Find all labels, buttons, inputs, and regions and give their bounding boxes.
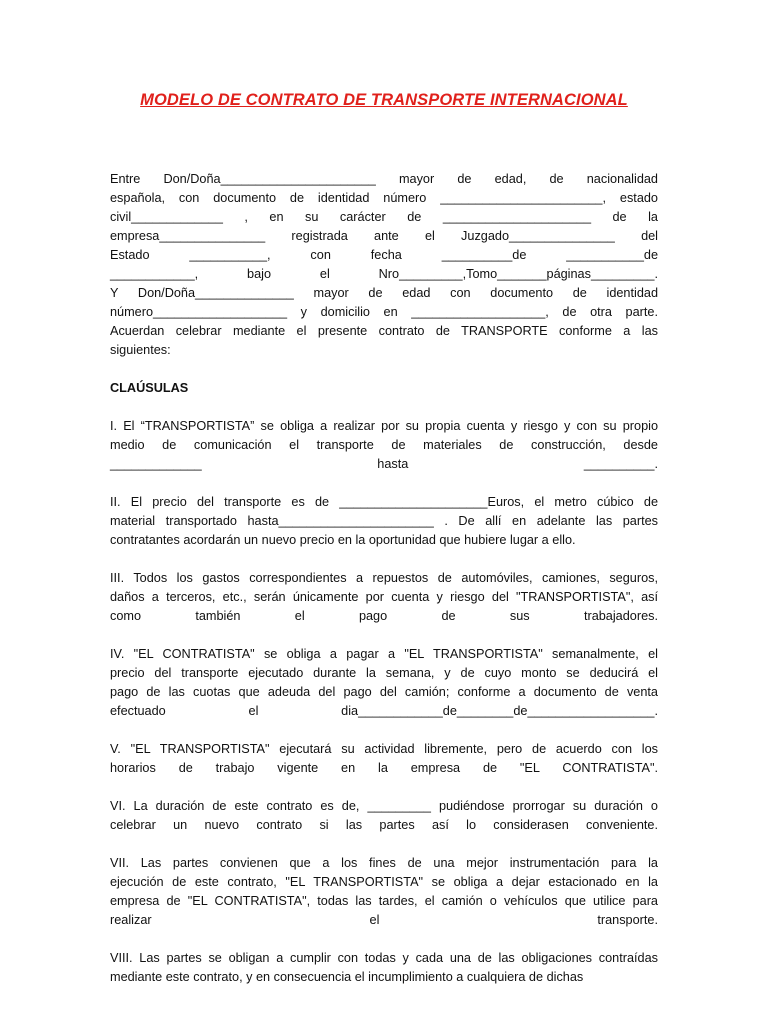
clause-paragraph [110, 797, 658, 835]
text-line: número___________________ y domicilio en ___________________, de otra parte. [110, 305, 658, 319]
text-line: ejecución de este contrato, "EL TRANSPORTISTA" se obliga a dejar estacionado en la [110, 875, 658, 889]
clause-paragraph [110, 493, 658, 550]
text-line: celebrar un nuevo contrato si las partes así lo considerasen conveniente. [110, 818, 658, 832]
text-line: horarios de trabajo vigente en la empresa de "EL CONTRATISTA". [110, 761, 658, 775]
text-line: empresa_______________ registrada ante el Juzgado_______________ del [110, 229, 658, 243]
text-line: precio del transporte ejecutado durante la semana, y de cuyo monto se deducirá el [110, 666, 658, 680]
text-line: Acuerdan celebrar mediante el presente contrato de TRANSPORTE conforme a las [110, 324, 658, 338]
text-line: contratantes acordarán un nuevo precio en la oportunidad que hubiere lugar a ello. [110, 533, 576, 547]
text-line: daños a terceros, etc., serán únicamente por cuenta y riesgo del "TRANSPORTISTA", así [110, 590, 658, 604]
text-line: VIII. Las partes se obligan a cumplir con todas y cada una de las obligaciones contraídas [110, 951, 658, 965]
text-line: I. El “TRANSPORTISTA” se obliga a realizar por su propia cuenta y riesgo y con su propio [110, 419, 658, 433]
text-line: VII. Las partes convienen que a los fines de una mejor instrumentación para la [110, 856, 658, 870]
text-line: Entre Don/Doña______________________ mayor de edad, de nacionalidad [110, 172, 658, 186]
clause-paragraph [110, 569, 658, 626]
text-line: mediante este contrato, y en consecuencia el incumplimiento a cualquiera de dichas [110, 970, 584, 984]
clauses-heading: CLAÚSULAS [110, 381, 189, 395]
text-line: _____________ hasta __________. [110, 457, 658, 471]
text-line: III. Todos los gastos correspondientes a repuestos de automóviles, camiones, seguros, [110, 571, 658, 585]
clause-paragraph [110, 645, 658, 721]
text-line: Y Don/Doña______________ mayor de edad con documento de identidad [110, 286, 658, 300]
clause-paragraph [110, 854, 658, 930]
clause-paragraph [110, 949, 658, 987]
document-body [110, 170, 658, 1006]
text-line: medio de comunicación el transporte de materiales de construcción, desde [110, 438, 658, 452]
text-line: como también el pago de sus trabajadores. [110, 609, 658, 623]
text-line: realizar el transporte. [110, 913, 658, 927]
text-line: española, con documento de identidad número _______________________, estado [110, 191, 658, 205]
text-line: material transportado hasta______________________ . De allí en adelante las partes [110, 514, 658, 528]
text-line: VI. La duración de este contrato es de, _________ pudiéndose prorrogar su duración o [110, 799, 658, 813]
text-line: pago de las cuotas que adeuda del pago del camión; conforme a documento de venta [110, 685, 658, 699]
text-line: siguientes: [110, 343, 171, 357]
text-line: V. "EL TRANSPORTISTA" ejecutará su actividad libremente, pero de acuerdo con los [110, 742, 658, 756]
document-title: MODELO DE CONTRATO DE TRANSPORTE INTERNACIONAL [140, 91, 628, 109]
text-line: civil_____________ , en su carácter de _____________________ de la [110, 210, 658, 224]
text-line: ____________, bajo el Nro_________,Tomo_______páginas_________. [110, 267, 658, 281]
text-line: II. El precio del transporte es de _____________________Euros, el metro cúbico de [110, 495, 658, 509]
clause-paragraph [110, 740, 658, 778]
clauses-list [110, 417, 658, 987]
intro-paragraph [110, 170, 658, 360]
text-line: IV. "EL CONTRATISTA" se obliga a pagar a "EL TRANSPORTISTA" semanalmente, el [110, 647, 658, 661]
text-line: empresa de "EL CONTRATISTA", todas las tardes, el camión o vehículos que utilice para [110, 894, 658, 908]
text-line: efectuado el dia____________de________de__________________. [110, 704, 658, 718]
text-line: Estado ___________, con fecha __________de ___________de [110, 248, 658, 262]
clause-paragraph [110, 417, 658, 474]
